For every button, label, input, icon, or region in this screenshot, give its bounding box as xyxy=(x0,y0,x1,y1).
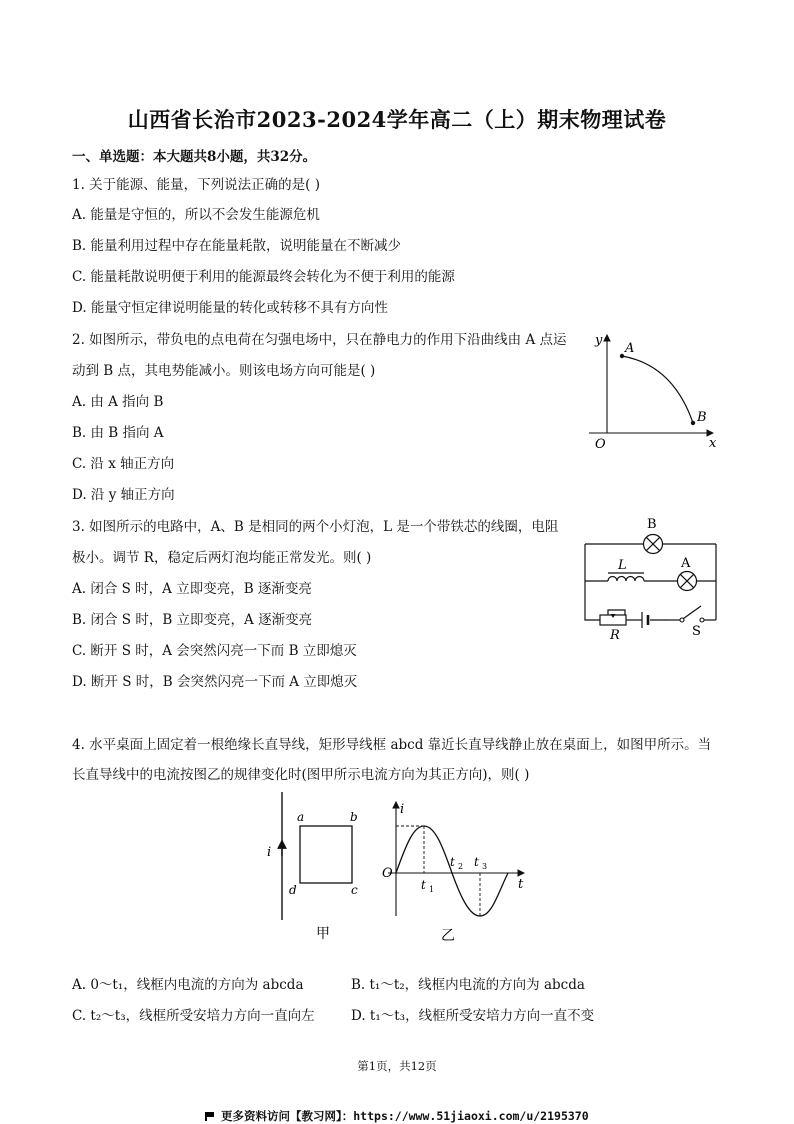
caption-jia: 甲 xyxy=(316,926,330,942)
y-axis-label: y xyxy=(595,333,603,348)
download-banner[interactable] xyxy=(205,1108,589,1124)
lamp-b-label: B xyxy=(647,517,657,532)
t3-label: t xyxy=(474,855,479,869)
flag-icon xyxy=(205,1112,217,1121)
q1-stem: 1. 关于能源、能量，下列说法正确的是( ) xyxy=(72,177,320,193)
q2-option-d: D. 沿 y 轴正方向 xyxy=(72,487,175,503)
current-label: i xyxy=(267,845,272,860)
q2-stem-line2: 动到 B 点，其电势能减小。则该电场方向可能是( ) xyxy=(72,363,376,379)
corner-a-label: a xyxy=(297,810,305,824)
switch-icon xyxy=(680,606,704,622)
point-a-dot xyxy=(620,354,624,358)
q4-stem-line1: 4. 水平桌面上固定着一根绝缘长直导线，矩形导线框 abcd 靠近长直导线静止放在桌面上，如图甲所示。当 xyxy=(72,737,712,753)
q4-figure-jia xyxy=(262,790,372,940)
q2-option-a: A. 由 A 指向 B xyxy=(72,394,164,410)
banner-text: 更多资料访问【教习网】：https://www.51jiaoxi.com/u/2195370 xyxy=(221,1109,589,1123)
q2-option-c: C. 沿 x 轴正方向 xyxy=(72,456,175,472)
page-title: 山西省长治市2023-2024学年高二（上）期末物理试卷 xyxy=(127,107,667,132)
q3-option-a: A. 闭合 S 时，A 立即变亮，B 逐渐变亮 xyxy=(72,581,312,597)
q1-option-d: D. 能量守恒定律说明能量的转化或转移不具有方向性 xyxy=(72,300,388,316)
origin-label: O xyxy=(595,437,606,452)
q4-stem-line2: 长直导线中的电流按图乙的规律变化时(图甲所示电流方向为其正方向)，则( ) xyxy=(72,767,530,783)
q1-option-c: C. 能量耗散说明便于利用的能源最终会转化为不便于利用的能源 xyxy=(72,269,455,285)
q3-option-b: B. 闭合 S 时，B 立即变亮，A 逐渐变亮 xyxy=(72,612,313,628)
coil-label: L xyxy=(618,558,627,573)
q2-stem-line1: 2. 如图所示，带负电的点电荷在匀强电场中，只在静电力的作用下沿曲线由 A 点运 xyxy=(72,332,567,348)
q4-option-c: C. t₂～t₃，线框所受安培力方向一直向左 xyxy=(72,1008,315,1024)
q1-option-a: A. 能量是守恒的，所以不会发生能源危机 xyxy=(72,207,320,223)
x-axis-label: x xyxy=(709,436,717,451)
point-a-label: A xyxy=(625,341,635,356)
inductor-coil-icon xyxy=(608,573,644,581)
q1-option-b: B. 能量利用过程中存在能量耗散，说明能量在不断减少 xyxy=(72,238,402,254)
corner-c-label: c xyxy=(351,883,358,897)
point-b-dot xyxy=(691,421,695,425)
q3-option-d: D. 断开 S 时，B 会突然闪亮一下而 A 立即熄灭 xyxy=(72,674,358,690)
t-axis-label: t xyxy=(518,877,524,892)
t1-subscript: 1 xyxy=(429,885,435,894)
q4-option-a: A. 0～t₁，线框内电流的方向为 abcda xyxy=(72,977,304,993)
rheostat-icon xyxy=(600,614,626,625)
corner-d-label: d xyxy=(289,883,297,897)
battery-icon xyxy=(642,612,668,628)
sine-curve xyxy=(396,826,508,916)
lamp-a-icon xyxy=(678,572,697,591)
q4-option-b: B. t₁～t₂，线框内电流的方向为 abcda xyxy=(351,977,585,993)
q2-option-b: B. 由 B 指向 A xyxy=(72,425,164,441)
q3-stem-line1: 3. 如图所示的电路中，A、B 是相同的两个小灯泡，L 是一个带铁芯的线圈，电阻 xyxy=(72,519,559,535)
q3-circuit-figure xyxy=(580,514,720,642)
t1-label: t xyxy=(421,878,426,892)
trajectory-curve xyxy=(622,356,693,423)
q4-option-d: D. t₁～t₃，线框所受安培力方向一直不变 xyxy=(351,1008,595,1024)
t3-subscript: 3 xyxy=(482,862,488,871)
t2-label: t xyxy=(450,855,455,869)
lamp-b-icon xyxy=(644,535,663,554)
t2-subscript: 2 xyxy=(458,862,464,871)
rheostat-label: R xyxy=(610,628,620,643)
q2-figure xyxy=(585,325,725,460)
q3-stem-line2: 极小。调节 R，稳定后两灯泡均能正常发光。则( ) xyxy=(72,550,372,566)
q3-option-c: C. 断开 S 时，A 会突然闪亮一下而 B 立即熄灭 xyxy=(72,643,357,659)
page-footer: 第1页，共12页 xyxy=(357,1059,437,1073)
lamp-a-label: A xyxy=(681,556,691,571)
rectangular-loop xyxy=(300,826,352,883)
corner-b-label: b xyxy=(350,810,358,824)
section-heading: 一、单选题：本大题共8小题，共32分。 xyxy=(72,149,317,165)
caption-yi: 乙 xyxy=(441,928,455,944)
point-b-label: B xyxy=(697,410,707,425)
switch-label: S xyxy=(692,624,701,639)
i-axis-label: i xyxy=(400,802,405,817)
q4-figure-yi xyxy=(378,796,538,944)
origin-label: O xyxy=(382,866,393,881)
